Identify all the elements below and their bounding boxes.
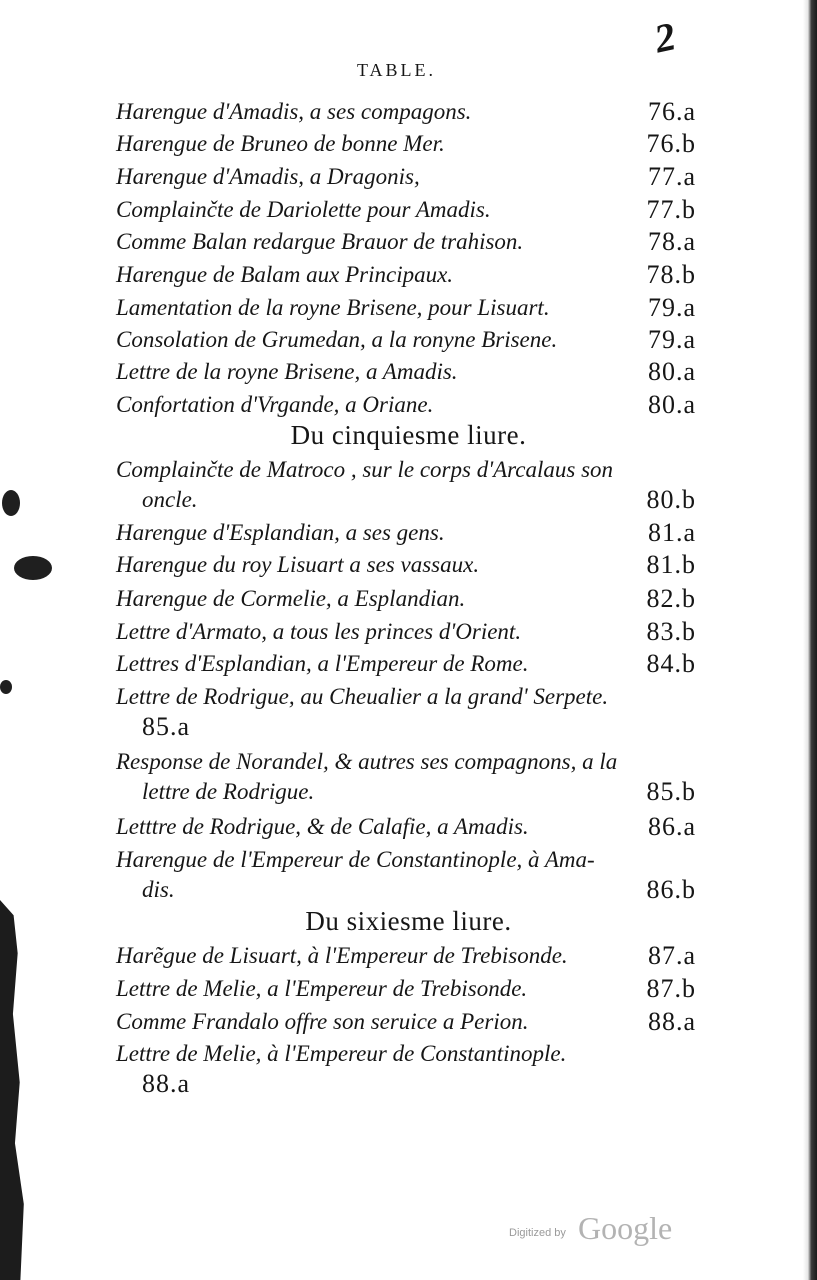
entry-ref: 86.b: [646, 875, 696, 904]
entry-title: Consolation de Grumedan, a la ronyne Brisene.: [116, 327, 558, 352]
entry-ref: 79.a: [647, 325, 696, 354]
entry-title: Lettre d'Armato, a tous les princes d'Orient.: [116, 619, 522, 644]
toc-entry: [116, 195, 696, 225]
section-heading: Du sixiesme liure.: [305, 906, 512, 936]
entry-title: Lettre de Rodrigue, au Cheualier a la grand' Serpete.: [116, 684, 609, 709]
binding-shadow: [0, 900, 34, 1280]
entry-ref: 80.a: [647, 390, 696, 419]
entry-ref: 76.b: [646, 129, 696, 158]
entry-title: Lettre de Melie, a l'Empereur de Trebisonde.: [116, 976, 528, 1001]
toc-entry: [116, 682, 696, 742]
ink-smudge: [2, 490, 20, 516]
entry-title: Harengue du roy Lisuart a ses vassaux.: [116, 552, 480, 577]
entry-ref: 81.b: [646, 550, 696, 579]
toc-entry: [116, 357, 696, 387]
running-head: TABLE.: [357, 60, 437, 80]
entry-ref: 85.a: [142, 712, 191, 741]
entry-ref: 81.a: [647, 518, 696, 547]
entry-ref: 84.b: [646, 649, 696, 678]
toc-entry: [116, 747, 696, 807]
toc-entry: [116, 325, 696, 355]
entry-title: Harengue d'Amadis, a Dragonis,: [116, 164, 420, 189]
entry-ref: 78.b: [646, 260, 696, 289]
toc-entry: [116, 550, 696, 580]
digitized-by-label: Digitized by: [509, 1227, 566, 1239]
toc-entry: [116, 1007, 696, 1037]
entry-title: Confortation d'Vrgande, a Oriane.: [116, 392, 434, 417]
toc-entry: [116, 845, 696, 905]
entry-title: Lettre de Melie, à l'Empereur de Constantinople.: [116, 1041, 567, 1066]
toc-entry: [116, 649, 696, 679]
entry-continuation: lettre de Rodrigue.: [142, 779, 315, 804]
entry-title: Harengue d'Esplandian, a ses gens.: [116, 520, 445, 545]
ink-smudge: [14, 556, 52, 580]
toc-entry: [116, 941, 696, 971]
entry-ref: 79.a: [647, 293, 696, 322]
entry-ref: 86.a: [647, 812, 696, 841]
page-edge-shadow: [803, 0, 817, 1280]
google-watermark: Google: [578, 1210, 673, 1246]
entry-ref: 80.b: [646, 485, 696, 514]
entry-ref: 76.a: [647, 97, 696, 126]
toc-entry: [116, 260, 696, 290]
toc-entry: [116, 518, 696, 548]
entry-ref: 82.b: [646, 584, 696, 613]
entry-ref: 87.a: [647, 941, 696, 970]
entry-ref: 87.b: [646, 974, 696, 1003]
entry-ref: 77.a: [647, 162, 696, 191]
entry-title: Complainčte de Dariolette pour Amadis.: [116, 197, 491, 222]
entry-continuation: dis.: [142, 877, 175, 902]
toc-entry: [116, 812, 696, 842]
entry-ref: 85.b: [646, 777, 696, 806]
entry-ref: 83.b: [646, 617, 696, 646]
entry-ref: 80.a: [647, 357, 696, 386]
toc-entry: [116, 390, 696, 420]
entry-title: Comme Balan redargue Brauor de trahison.: [116, 229, 524, 254]
toc-entry: [116, 584, 696, 614]
entry-title: Harengue de Balam aux Principaux.: [116, 262, 454, 287]
entry-continuation: oncle.: [142, 487, 198, 512]
toc-entry: [116, 974, 696, 1004]
entry-title: Harengue de Cormelie, a Esplandian.: [116, 586, 466, 611]
toc-entry: [116, 97, 696, 127]
toc-entry: [116, 455, 696, 515]
entry-ref: 88.a: [647, 1007, 696, 1036]
section-heading: Du cinquiesme liure.: [290, 420, 527, 450]
entry-ref: 77.b: [646, 195, 696, 224]
entry-title: Comme Frandalo offre son seruice a Perion.: [116, 1009, 529, 1034]
toc-entry: [116, 129, 696, 159]
entry-title: Lamentation de la royne Brisene, pour Lisuart.: [116, 295, 550, 320]
entry-title: Harengue d'Amadis, a ses compagons.: [116, 99, 472, 124]
entry-title: Response de Norandel, & autres ses compagnons, a la: [116, 749, 618, 774]
entry-title: Harengue de Bruneo de bonne Mer.: [116, 131, 445, 156]
toc-entry: [116, 162, 696, 192]
folio-mark: 2: [650, 13, 678, 62]
toc-entry: [116, 293, 696, 323]
ink-smudge: [0, 680, 12, 694]
entry-ref: 78.a: [647, 227, 696, 256]
toc-entry: [116, 227, 696, 257]
entry-ref: 88.a: [142, 1069, 191, 1098]
toc-entry: [116, 1039, 696, 1099]
entry-title: Harẽgue de Lisuart, à l'Empereur de Trebisonde.: [116, 943, 568, 968]
entry-title: Letttre de Rodrigue, & de Calafie, a Amadis.: [116, 814, 529, 839]
entry-title: Lettres d'Esplandian, a l'Empereur de Rome.: [116, 651, 529, 676]
entry-title: Lettre de la royne Brisene, a Amadis.: [116, 359, 458, 384]
toc-entry: [116, 617, 696, 647]
entry-title: Harengue de l'Empereur de Constantinople, à Ama-: [116, 847, 595, 872]
entry-title: Complainčte de Matroco , sur le corps d'Arcalaus son: [116, 457, 614, 482]
